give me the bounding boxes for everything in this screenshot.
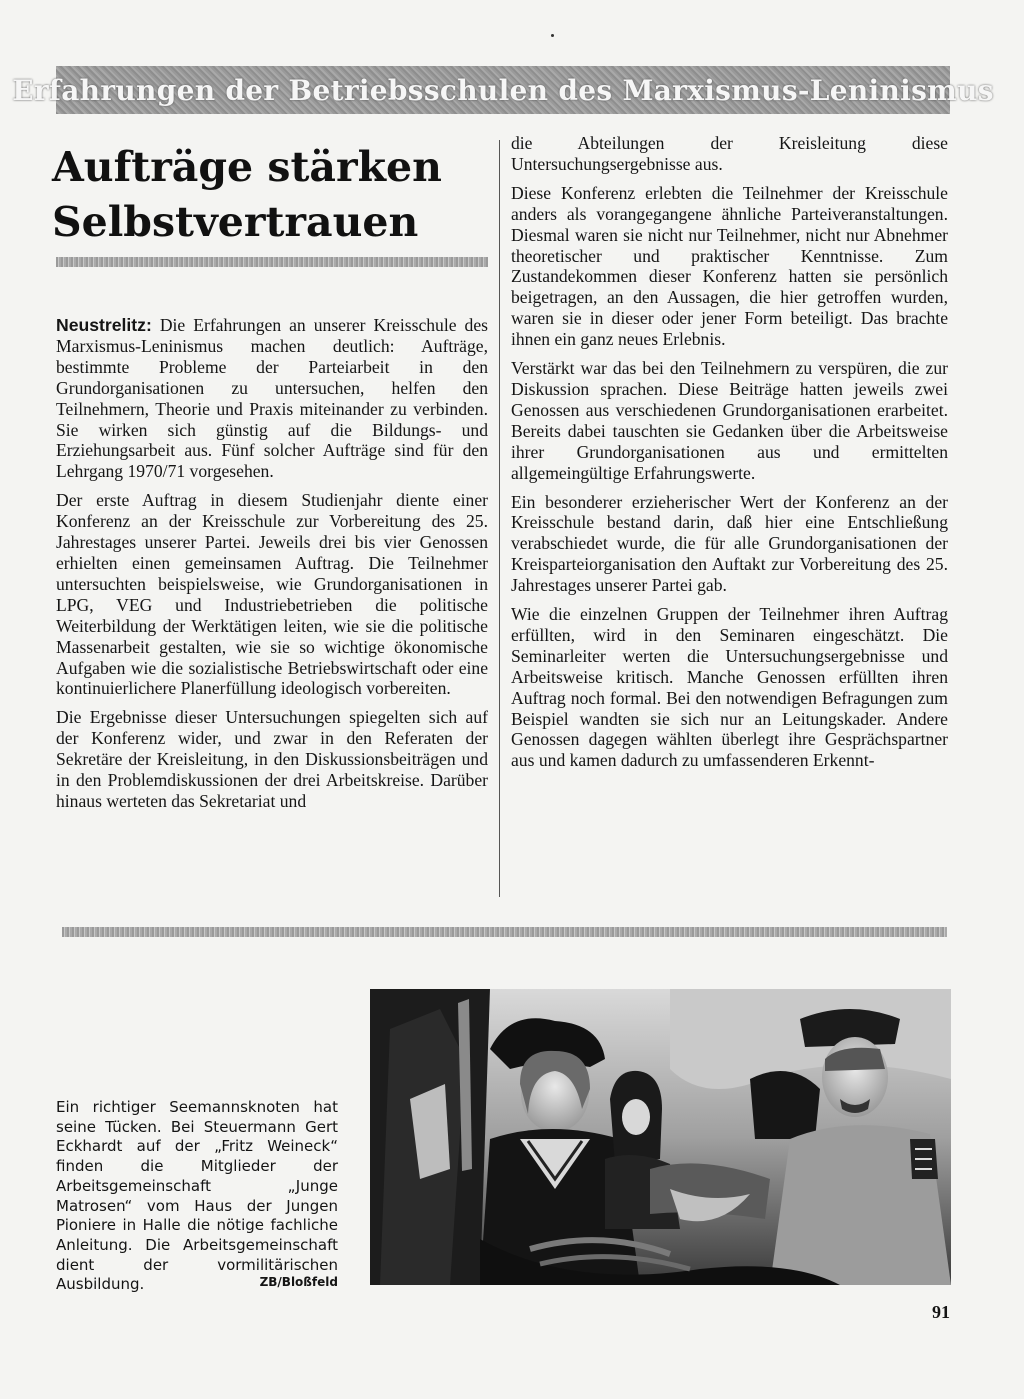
article-headline [52, 140, 482, 250]
paragraph: Die Ergebnisse dieser Untersuchungen spiegelten sich auf der Konferenz wider, und zwar in den Referaten der Sekretäre der Kreisleitung, in den Diskussionsbeiträgen und in den Problemdiskussionen der drei Arbeitskreise. Darüber hinaus werteten das Sekretariat und [56, 707, 488, 811]
headline-line-2: Selbstvertrauen [52, 198, 419, 246]
photo-caption: Ein richtiger Seemannsknoten hat seine Tücken. Bei Steuermann Gert Eckhardt auf der „Fritz Weineck“ finden die Mitglieder der Arbeitsgemeinschaft „Junge Matrosen“ vom Haus der Jungen Pioniere in Halle die nötige fachliche Anleitung. Die Arbeitsgemeinschaft dient der vormilitärischen Ausbildung. [56, 1098, 338, 1294]
paragraph: Der erste Auftrag in diesem Studienjahr diente einer Konferenz an der Kreisschule zur Vorbereitung des 25. Jahrestages unserer Partei. Jeweils drei bis vier Genossen erhielten einen gemeinsamen Auftrag. Die Teilnehmer untersuchten beispielsweise, wie Grundorganisationen in LPG, VEG und Industriebetrieben die politische Weiterbildung der Werktätigen leiten, wie sie die politische Massenarbeit gestalten, wie sie so wichtige ökonomische Aufgaben wie die sozialistische Betriebswirtschaft oder eine kontinuierlichere Planerfüllung ideologisch vorbereiten. [56, 490, 488, 699]
paragraph: Ein besonderer erzieherischer Wert der Konferenz an der Kreisschule bestand darin, daß hier eine Entschließung verabschiedet wurde, die für alle Grundorganisationen der Kreisparteiorganisation den Auftakt zur Vorbereitung des 25. Jahrestages unserer Partei gab. [511, 491, 948, 596]
page-number: 91 [932, 1302, 950, 1322]
column-divider [499, 140, 500, 897]
paragraph: die Abteilungen der Kreisleitung diese Untersuchungsergebnisse aus. [511, 133, 948, 174]
article-column-left [56, 315, 488, 820]
section-banner [12, 66, 994, 114]
paragraph: Wie die einzelnen Gruppen der Teilnehmer ihren Auftrag erfüllten, wird in den Seminaren eingeschätzt. Die Seminarleiter werten die Untersuchungsergebnisse und Arbeitsweise kritisch. Manche Genossen erfüllten ihren Auftrag noch formal. Bei den notwendigen Befragungen zum Beispiel wandten sie sich nur an Leitungskader. Andere Genossen dagegen wählten überlegt ihre Gesprächspartner aus und kamen dadurch zu umfassenderen Erkennt- [511, 604, 948, 771]
paragraph-text: Die Erfahrungen an unserer Kreisschule des Marxismus-Leninismus machen deutlich: Aufträge, bestimmte Probleme der Parteiarbeit in den Grundorganisationen zu untersuchen, helfen den Teilnehmern, Theorie und Praxis miteinander zu verbinden. Sie wirken sich günstig auf die Bildungs- und Erziehungsarbeit aus. Fünf solcher Aufträge sind für den Lehrgang 1970/71 vorgesehen. [56, 315, 488, 482]
photo-sailors-knot-icon [370, 989, 951, 1285]
headline-divider [56, 257, 488, 267]
photo-divider [62, 927, 947, 937]
banner-title: Erfahrungen der Betriebsschulen des Marxismus-Leninismus [12, 73, 994, 107]
headline-line-1: Aufträge stärken [52, 143, 442, 191]
paragraph: Verstärkt war das bei den Teilnehmern zu verspüren, die zur Diskussion sprachen. Diese Beiträge hatten jeweils zwei Genossen aus verschiedenen Grundorganisationen erarbeitet. Bereits dabei tauschten sie Gedanken über die Arbeitsweise ihrer Grundorganisationen aus und ermittelten allgemeingültige Erfahrungswerte. [511, 358, 948, 483]
photo-credit: ZB/Bloßfeld [259, 1275, 338, 1289]
paragraph: Diese Konferenz erlebten die Teilnehmer der Kreisschule anders als vorangegangene ähnliche Parteiveranstaltungen. Diesmal waren sie nicht nur Teilnehmer, nicht nur Abnehmer theoretischer und praktischer Kenntnisse. Zum Zustandekommen dieser Konferenz hatten sie persönlich beigetragen, an den Aussagen, die hier getroffen wurden, waren sie in dieser oder jener Form beteiligt. Das brachte ihnen ein ganz neues Erlebnis. [511, 182, 948, 350]
paragraph [56, 315, 488, 482]
dateline: Neustrelitz: [56, 315, 152, 335]
article-column-right [511, 133, 948, 779]
print-speck [551, 34, 554, 37]
